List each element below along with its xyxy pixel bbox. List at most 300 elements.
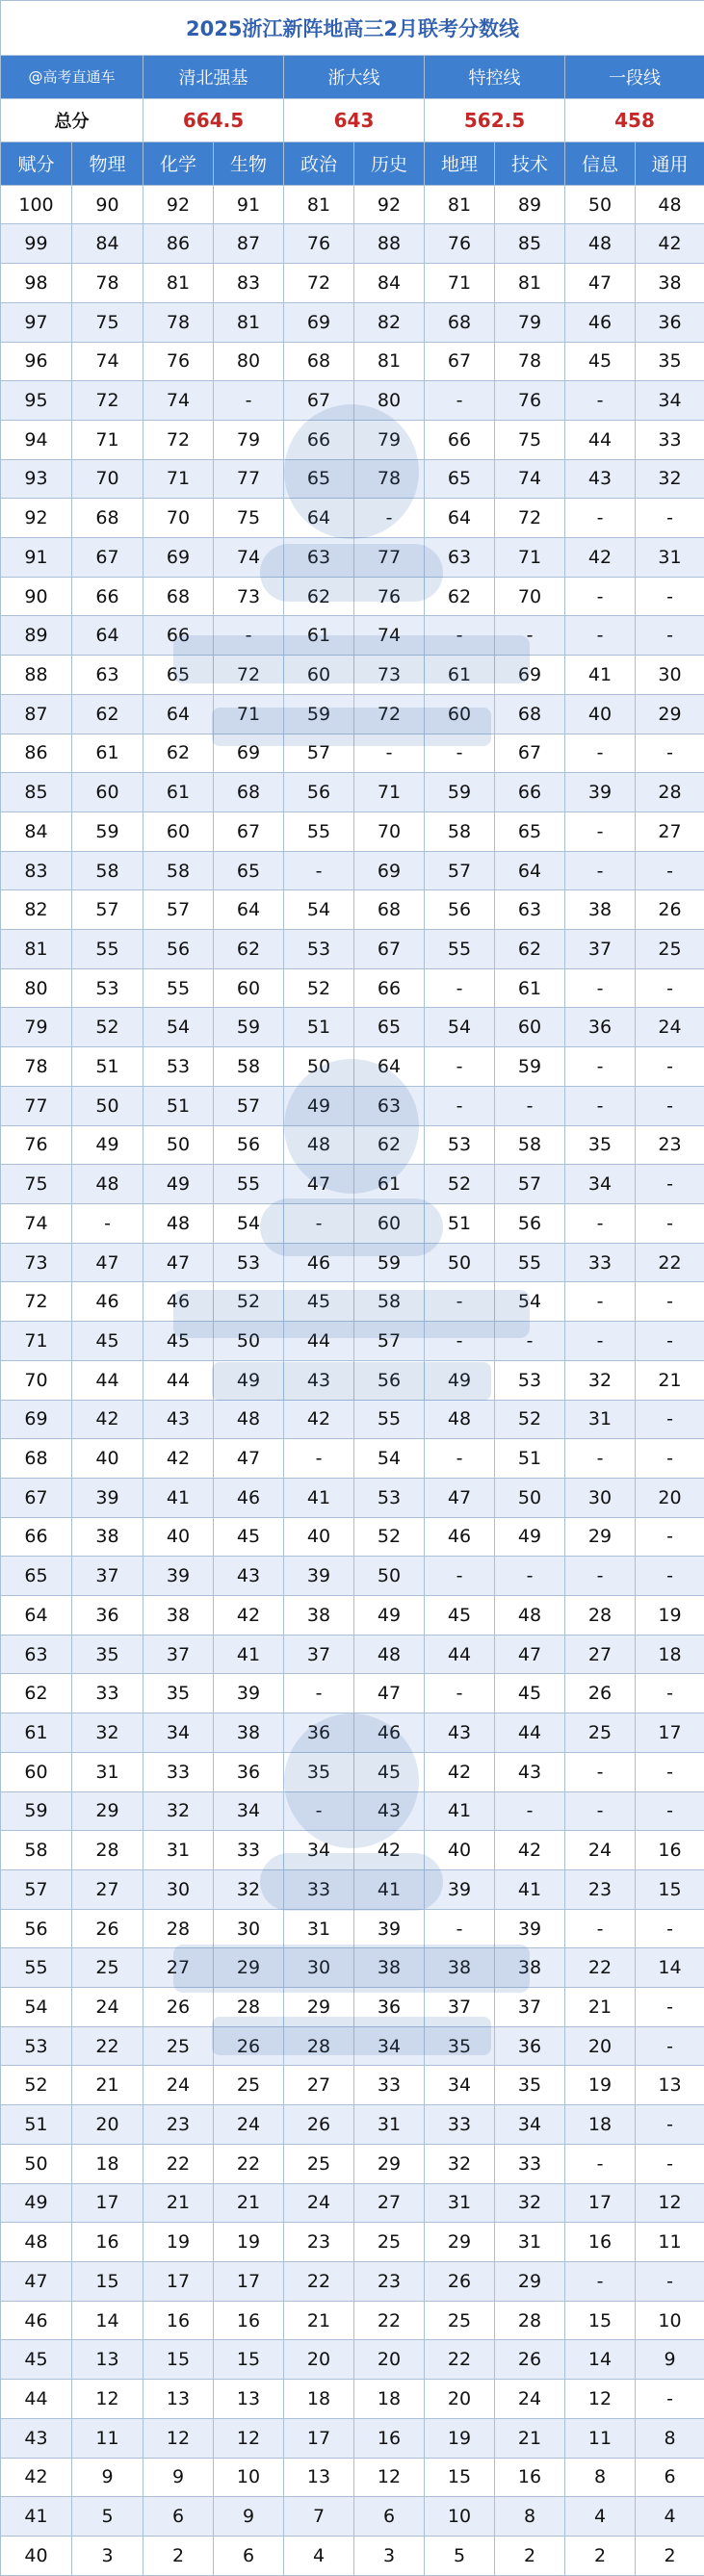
cell-biology: 81 [214, 302, 284, 342]
cell-biology: 71 [214, 694, 284, 734]
cell-history: 80 [354, 381, 425, 421]
cell-technology: 50 [495, 1478, 565, 1517]
cell-politics: 25 [284, 2144, 354, 2183]
cell-chemistry: 42 [143, 1439, 214, 1479]
cell-geography: 19 [425, 2418, 495, 2458]
cell-score: 64 [1, 1596, 72, 1636]
total-value-yiduan: 458 [565, 98, 704, 142]
cell-history: 29 [354, 2144, 425, 2183]
cell-technology: 63 [495, 890, 565, 930]
cell-score: 98 [1, 264, 72, 303]
cell-general-tech: 30 [636, 656, 704, 695]
table-row [1, 1557, 704, 1596]
cell-technology: 74 [495, 459, 565, 499]
cell-it: - [565, 1909, 636, 1948]
cell-biology: 24 [214, 2105, 284, 2145]
cell-geography: 61 [425, 656, 495, 695]
cell-politics: 67 [284, 381, 354, 421]
cell-biology: 56 [214, 1125, 284, 1165]
cell-chemistry: 46 [143, 1282, 214, 1322]
cell-politics: 61 [284, 616, 354, 656]
cell-it: 18 [565, 2105, 636, 2145]
cell-history: 48 [354, 1635, 425, 1674]
header-it: 信息 [565, 142, 636, 185]
cell-geography: - [425, 1909, 495, 1948]
cell-chemistry: 55 [143, 968, 214, 1008]
cell-history: 82 [354, 302, 425, 342]
cell-it: 37 [565, 930, 636, 969]
cell-score: 46 [1, 2301, 72, 2340]
cell-technology: 28 [495, 2301, 565, 2340]
table-row [1, 656, 704, 695]
table-row [1, 302, 704, 342]
cell-geography: 53 [425, 1125, 495, 1165]
cell-politics: 35 [284, 1752, 354, 1791]
cell-geography: 37 [425, 1988, 495, 2027]
line-name-zheda: 浙大线 [284, 55, 425, 98]
cell-biology: 38 [214, 1713, 284, 1753]
cell-history: 33 [354, 2066, 425, 2105]
cell-geography: 33 [425, 2105, 495, 2145]
title-row [1, 1, 704, 56]
cell-history: 41 [354, 1869, 425, 1909]
cell-physics: 32 [72, 1713, 143, 1753]
cell-it: 29 [565, 1517, 636, 1557]
cell-it: 44 [565, 420, 636, 459]
cell-politics: 37 [284, 1635, 354, 1674]
cell-politics: 60 [284, 656, 354, 695]
table-row [1, 1204, 704, 1244]
cell-chemistry: 60 [143, 811, 214, 851]
cell-technology: 61 [495, 968, 565, 1008]
cell-chemistry: 13 [143, 2380, 214, 2419]
table-row [1, 2536, 704, 2575]
table-row [1, 1948, 704, 1988]
cell-physics: 20 [72, 2105, 143, 2145]
cell-technology: 60 [495, 1008, 565, 1047]
cell-history: 42 [354, 1831, 425, 1870]
cell-general-tech: 6 [636, 2458, 704, 2497]
cell-technology: 62 [495, 930, 565, 969]
cell-history: 57 [354, 1322, 425, 1361]
cell-technology: 89 [495, 185, 565, 224]
cell-geography: 59 [425, 773, 495, 812]
table-row [1, 2183, 704, 2223]
cell-physics: 18 [72, 2144, 143, 2183]
table-row [1, 342, 704, 381]
cell-it: 38 [565, 890, 636, 930]
cell-technology: 48 [495, 1596, 565, 1636]
cell-geography: 31 [425, 2183, 495, 2223]
cell-general-tech: - [636, 577, 704, 616]
header-politics: 政治 [284, 142, 354, 185]
line-name-qingbei: 清北强基 [143, 55, 284, 98]
cell-technology: 2 [495, 2536, 565, 2575]
cell-technology: 54 [495, 1282, 565, 1322]
cell-physics: 64 [72, 616, 143, 656]
total-value-zheda: 643 [284, 98, 425, 142]
cell-chemistry: 81 [143, 264, 214, 303]
cell-technology: 69 [495, 656, 565, 695]
cell-politics: 43 [284, 1360, 354, 1400]
cell-technology: 44 [495, 1713, 565, 1753]
cell-geography: 56 [425, 890, 495, 930]
cell-history: 72 [354, 694, 425, 734]
cell-it: 4 [565, 2497, 636, 2537]
header-history: 历史 [354, 142, 425, 185]
cell-biology: 6 [214, 2536, 284, 2575]
cell-geography: 76 [425, 224, 495, 264]
cell-politics: 34 [284, 1831, 354, 1870]
cell-score: 51 [1, 2105, 72, 2145]
cell-technology: 24 [495, 2380, 565, 2419]
cell-score: 80 [1, 968, 72, 1008]
cell-geography: 58 [425, 811, 495, 851]
cell-biology: 33 [214, 1831, 284, 1870]
cell-geography: 41 [425, 1791, 495, 1831]
cell-politics: 55 [284, 811, 354, 851]
cell-biology: 50 [214, 1322, 284, 1361]
cell-geography: 47 [425, 1478, 495, 1517]
cell-technology: 66 [495, 773, 565, 812]
cell-score: 87 [1, 694, 72, 734]
cell-technology: 32 [495, 2183, 565, 2223]
cell-score: 95 [1, 381, 72, 421]
cell-politics: - [284, 851, 354, 890]
cell-technology: 76 [495, 381, 565, 421]
cell-geography: 29 [425, 2223, 495, 2262]
cell-technology: 21 [495, 2418, 565, 2458]
table-row [1, 890, 704, 930]
cell-general-tech: 2 [636, 2536, 704, 2575]
cell-biology: 30 [214, 1909, 284, 1948]
cell-history: 67 [354, 930, 425, 969]
cell-it: 8 [565, 2458, 636, 2497]
cell-it: 27 [565, 1635, 636, 1674]
cell-score: 67 [1, 1478, 72, 1517]
cell-chemistry: 49 [143, 1165, 214, 1204]
cell-score: 92 [1, 499, 72, 538]
table-row [1, 499, 704, 538]
cell-chemistry: 45 [143, 1322, 214, 1361]
cell-biology: 41 [214, 1635, 284, 1674]
cell-score: 60 [1, 1752, 72, 1791]
cell-history: 56 [354, 1360, 425, 1400]
cell-geography: 35 [425, 2026, 495, 2066]
cell-technology: 49 [495, 1517, 565, 1557]
cell-physics: 3 [72, 2536, 143, 2575]
cell-chemistry: 17 [143, 2261, 214, 2301]
cell-geography: - [425, 1674, 495, 1713]
cell-general-tech: - [636, 1282, 704, 1322]
cell-score: 45 [1, 2340, 72, 2380]
cell-technology: - [495, 1791, 565, 1831]
cell-physics: 57 [72, 890, 143, 930]
cell-biology: 73 [214, 577, 284, 616]
cell-physics: 44 [72, 1360, 143, 1400]
cell-history: 61 [354, 1165, 425, 1204]
cell-biology: 10 [214, 2458, 284, 2497]
cell-geography: 5 [425, 2536, 495, 2575]
cell-chemistry: 58 [143, 851, 214, 890]
table-row [1, 2026, 704, 2066]
cell-general-tech: - [636, 2144, 704, 2183]
cell-it: 2 [565, 2536, 636, 2575]
cell-politics: 66 [284, 420, 354, 459]
cell-biology: 26 [214, 2026, 284, 2066]
cell-politics: 36 [284, 1713, 354, 1753]
table-row [1, 1478, 704, 1517]
cell-biology: 25 [214, 2066, 284, 2105]
cell-score: 42 [1, 2458, 72, 2497]
cell-history: 88 [354, 224, 425, 264]
table-row [1, 1869, 704, 1909]
cell-technology: 79 [495, 302, 565, 342]
cell-physics: 60 [72, 773, 143, 812]
cell-it: 17 [565, 2183, 636, 2223]
table-row [1, 459, 704, 499]
cell-chemistry: 44 [143, 1360, 214, 1400]
cell-technology: 35 [495, 2066, 565, 2105]
cell-history: 36 [354, 1988, 425, 2027]
cell-geography: - [425, 968, 495, 1008]
cell-politics: 53 [284, 930, 354, 969]
cell-it: - [565, 1557, 636, 1596]
table-row [1, 1400, 704, 1439]
cell-chemistry: 48 [143, 1204, 214, 1244]
cell-it: 11 [565, 2418, 636, 2458]
cell-history: 22 [354, 2301, 425, 2340]
cell-geography: 46 [425, 1517, 495, 1557]
cell-score: 100 [1, 185, 72, 224]
table-row [1, 2380, 704, 2419]
cell-biology: 13 [214, 2380, 284, 2419]
cell-it: 14 [565, 2340, 636, 2380]
table-title: 2025浙江新阵地高三2月联考分数线 [1, 1, 704, 56]
cell-score: 55 [1, 1948, 72, 1988]
table-row [1, 185, 704, 224]
cell-chemistry: 30 [143, 1869, 214, 1909]
cell-score: 78 [1, 1047, 72, 1087]
cell-politics: 48 [284, 1125, 354, 1165]
cell-history: 59 [354, 1243, 425, 1282]
cell-it: - [565, 499, 636, 538]
cell-biology: 48 [214, 1400, 284, 1439]
cell-politics: 28 [284, 2026, 354, 2066]
table-row [1, 1988, 704, 2027]
cell-score: 88 [1, 656, 72, 695]
cell-physics: 90 [72, 185, 143, 224]
cell-chemistry: 50 [143, 1125, 214, 1165]
cell-it: 42 [565, 538, 636, 578]
cell-geography: 60 [425, 694, 495, 734]
cell-technology: 33 [495, 2144, 565, 2183]
cell-general-tech: 9 [636, 2340, 704, 2380]
cell-general-tech: - [636, 1909, 704, 1948]
cell-biology: 19 [214, 2223, 284, 2262]
cell-biology: 17 [214, 2261, 284, 2301]
cell-technology: 64 [495, 851, 565, 890]
cell-it: - [565, 1322, 636, 1361]
cell-chemistry: 68 [143, 577, 214, 616]
cell-score: 99 [1, 224, 72, 264]
cell-it: - [565, 1791, 636, 1831]
cell-history: 54 [354, 1439, 425, 1479]
cell-physics: 47 [72, 1243, 143, 1282]
cell-score: 85 [1, 773, 72, 812]
cell-physics: 25 [72, 1948, 143, 1988]
cell-it: 26 [565, 1674, 636, 1713]
cell-score: 49 [1, 2183, 72, 2223]
cell-biology: 83 [214, 264, 284, 303]
cell-politics: 46 [284, 1243, 354, 1282]
table-row [1, 616, 704, 656]
cell-it: 35 [565, 1125, 636, 1165]
header-chemistry: 化学 [143, 142, 214, 185]
cell-biology: 39 [214, 1674, 284, 1713]
cell-chemistry: 43 [143, 1400, 214, 1439]
cell-score: 53 [1, 2026, 72, 2066]
cell-score: 83 [1, 851, 72, 890]
cell-geography: 49 [425, 1360, 495, 1400]
cell-physics: 45 [72, 1322, 143, 1361]
cell-chemistry: 76 [143, 342, 214, 381]
cell-it: 21 [565, 1988, 636, 2027]
cell-technology: 42 [495, 1831, 565, 1870]
cell-physics: 61 [72, 734, 143, 773]
cell-technology: - [495, 1322, 565, 1361]
cell-geography: 15 [425, 2458, 495, 2497]
cell-history: 3 [354, 2536, 425, 2575]
cell-geography: 32 [425, 2144, 495, 2183]
cell-geography: 42 [425, 1752, 495, 1791]
table-row [1, 1282, 704, 1322]
table-row [1, 2223, 704, 2262]
cell-score: 97 [1, 302, 72, 342]
cell-chemistry: 51 [143, 1086, 214, 1125]
table-row [1, 734, 704, 773]
cell-chemistry: 28 [143, 1909, 214, 1948]
table-row [1, 694, 704, 734]
cell-biology: 12 [214, 2418, 284, 2458]
cell-chemistry: 35 [143, 1674, 214, 1713]
cell-politics: 68 [284, 342, 354, 381]
cell-general-tech: - [636, 2026, 704, 2066]
cell-history: 60 [354, 1204, 425, 1244]
cell-it: 46 [565, 302, 636, 342]
cell-politics: 41 [284, 1478, 354, 1517]
cell-score: 66 [1, 1517, 72, 1557]
cell-general-tech: 12 [636, 2183, 704, 2223]
cell-chemistry: 19 [143, 2223, 214, 2262]
line-name-yiduan: 一段线 [565, 55, 704, 98]
cell-chemistry: 57 [143, 890, 214, 930]
table-row [1, 968, 704, 1008]
cell-biology: 72 [214, 656, 284, 695]
cell-general-tech: - [636, 1322, 704, 1361]
cell-it: 50 [565, 185, 636, 224]
cell-it: 20 [565, 2026, 636, 2066]
cell-physics: 33 [72, 1674, 143, 1713]
cell-general-tech: - [636, 2105, 704, 2145]
cell-it: - [565, 2144, 636, 2183]
cell-it: 45 [565, 342, 636, 381]
total-value-qingbei: 664.5 [143, 98, 284, 142]
cell-general-tech: 18 [636, 1635, 704, 1674]
cell-chemistry: 6 [143, 2497, 214, 2537]
cell-general-tech: 35 [636, 342, 704, 381]
cell-it: 36 [565, 1008, 636, 1047]
cell-it: 47 [565, 264, 636, 303]
cell-chemistry: 40 [143, 1517, 214, 1557]
cell-it: - [565, 811, 636, 851]
cell-physics: 14 [72, 2301, 143, 2340]
table-row [1, 1243, 704, 1282]
cell-general-tech: - [636, 616, 704, 656]
cell-general-tech: - [636, 2380, 704, 2419]
cell-physics: 29 [72, 1791, 143, 1831]
cell-geography: 48 [425, 1400, 495, 1439]
cell-physics: 16 [72, 2223, 143, 2262]
cell-general-tech: 19 [636, 1596, 704, 1636]
cell-physics: 71 [72, 420, 143, 459]
table-row [1, 1635, 704, 1674]
cell-history: 78 [354, 459, 425, 499]
table-row [1, 2340, 704, 2380]
cell-score: 70 [1, 1360, 72, 1400]
cell-chemistry: 62 [143, 734, 214, 773]
cell-score: 77 [1, 1086, 72, 1125]
cell-technology: 8 [495, 2497, 565, 2537]
cell-physics: 55 [72, 930, 143, 969]
cell-chemistry: 65 [143, 656, 214, 695]
cell-physics: 59 [72, 811, 143, 851]
cell-technology: 78 [495, 342, 565, 381]
cell-general-tech: 27 [636, 811, 704, 851]
cell-general-tech: - [636, 734, 704, 773]
cell-politics: 47 [284, 1165, 354, 1204]
cell-score: 94 [1, 420, 72, 459]
table-row [1, 1517, 704, 1557]
cell-general-tech: 22 [636, 1243, 704, 1282]
cell-it: - [565, 1086, 636, 1125]
cell-history: 53 [354, 1478, 425, 1517]
cell-physics: 17 [72, 2183, 143, 2223]
cell-physics: 52 [72, 1008, 143, 1047]
cell-politics: 20 [284, 2340, 354, 2380]
cell-technology: 29 [495, 2261, 565, 2301]
cell-geography: 45 [425, 1596, 495, 1636]
cell-geography: 81 [425, 185, 495, 224]
cell-geography: 57 [425, 851, 495, 890]
cell-it: 28 [565, 1596, 636, 1636]
cell-score: 73 [1, 1243, 72, 1282]
cell-physics: 38 [72, 1517, 143, 1557]
cell-general-tech: 23 [636, 1125, 704, 1165]
cell-geography: 71 [425, 264, 495, 303]
cell-geography: 22 [425, 2340, 495, 2380]
cell-biology: 21 [214, 2183, 284, 2223]
cell-physics: - [72, 1204, 143, 1244]
cell-it: 41 [565, 656, 636, 695]
cell-history: 18 [354, 2380, 425, 2419]
cell-physics: 21 [72, 2066, 143, 2105]
cell-score: 71 [1, 1322, 72, 1361]
cell-physics: 28 [72, 1831, 143, 1870]
cell-geography: 40 [425, 1831, 495, 1870]
cell-it: - [565, 1204, 636, 1244]
table-row [1, 1047, 704, 1087]
